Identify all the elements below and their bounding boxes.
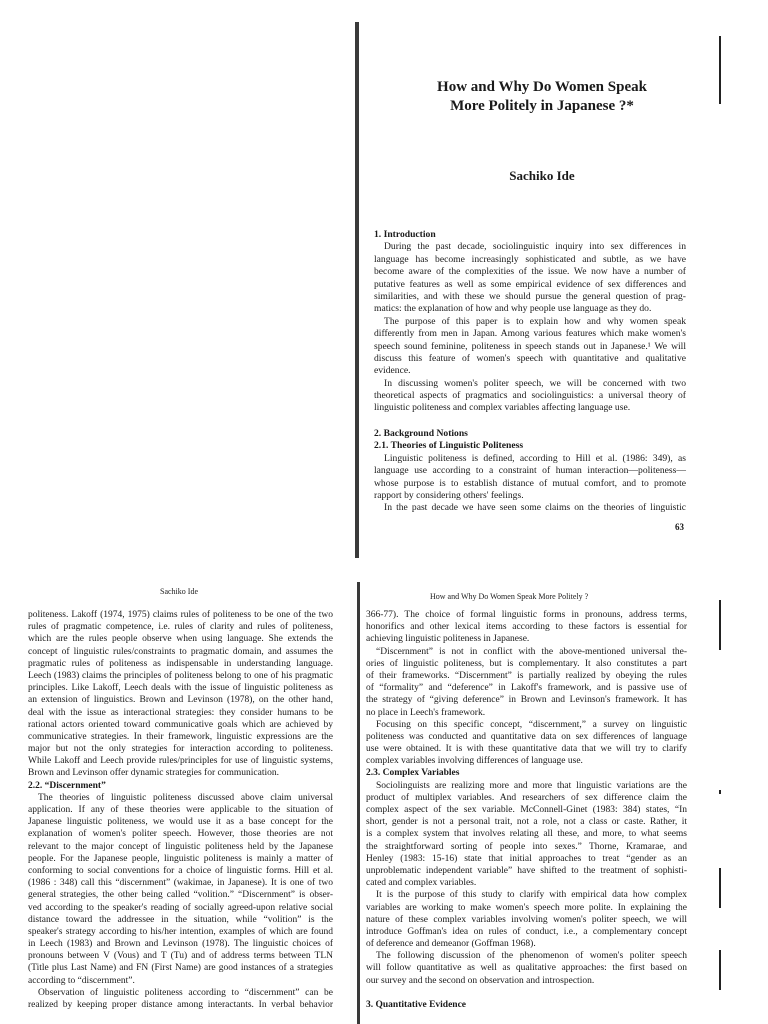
text-line: In the past decade we have seen some claims on the theories of linguistic [384, 502, 686, 514]
text-line: principles. Like Lakoff, Leech deals with the issue of linguistic politeness as [28, 683, 333, 694]
text-line: become aware of the complexities of the issue. We now have a number of [374, 266, 686, 278]
text-line: differently from men in Japan. Among various features which make women's [374, 328, 686, 340]
left-page-column [28, 609, 333, 1011]
text-line: matics: the explanation of how and why people use language as they do. [374, 303, 652, 315]
text-line: ved according to the speaker's reading of socially agreed-upon relative social [28, 902, 333, 913]
text-line: The following discussion of the phenomenon of women's politer speech [376, 951, 687, 962]
scan-edge-mark [719, 950, 721, 990]
text-line: (Title plus Last Name) and FN (First Name) are good instances of a strategies [28, 963, 333, 974]
text-line: of deference and demeanor (Goffman 1968). [366, 939, 536, 950]
text-line: “Discernment” is not in conflict with the above-mentioned universal the- [376, 646, 687, 657]
text-line: The theories of linguistic politeness discussed above claim universal [38, 792, 333, 803]
page-number: 63 [675, 522, 684, 532]
text-line: the strategy of “giving deference” in Brown and Levinson's framework. It has [366, 695, 687, 706]
text-line: unproblematic independent variable” have shifted to the treatment of sophisti- [366, 865, 687, 876]
text-line: achieving linguistic politeness in Japanese. [366, 634, 530, 645]
subsection-heading: 2.2. “Discernment” [28, 780, 106, 791]
text-line: (1986 : 348) call this “discernment” (wakimae, in Japanese). It is one of two [28, 878, 333, 889]
text-line: communicative strategies. In their framework, linguistic expressions are the [28, 731, 333, 742]
text-line: in Leech (1983) and Brown and Levinson (1978). The linguistic choices of [28, 939, 333, 950]
text-line: pronouns between V (Vous) and T (Tu) and of address terms between TLN [28, 951, 333, 962]
text-line: deal with the issue as interactional strategies: they consider humans to be [28, 707, 333, 718]
text-line: major but not the only strategies for interaction according to politeness. [28, 744, 333, 755]
title-line: More Politely in Japanese ?* [450, 98, 634, 114]
section-heading: 1. Introduction [374, 229, 436, 240]
text-line: ories of linguistic politeness, but is complementary. It also constitutes a part [366, 658, 687, 669]
spacer [366, 987, 687, 999]
text-line: putative features as well as some empirical evidence of sex differences and [374, 278, 686, 290]
text-line: our survey and the second on observation and introspection. [366, 975, 595, 986]
text-line: In discussing women's politer speech, we will be concerned with two [384, 377, 686, 389]
paper-title [362, 78, 722, 116]
text-line: Observation of linguistic politeness according to “discernment” can be [38, 987, 333, 998]
left-running-head: Sachiko Ide [160, 587, 198, 596]
text-line: politeness was conducted and quantitative data on sex differences of language [366, 731, 687, 742]
text-line: is a complex system that involves relating all these, and more, to what seems [366, 829, 687, 840]
introduction-section [374, 229, 686, 415]
text-line: Japanese linguistic politeness, we would use it as a base concept for the [28, 817, 333, 828]
paper-author: Sachiko Ide [509, 168, 575, 183]
text-line: complex aspect of the sex variable. McConnell-Ginet (1983: 384) states, “In [366, 805, 687, 815]
text-line: Sociolinguists are realizing more and more that linguistic variations are the [376, 780, 687, 791]
text-line: general strategies, the other being called “volition.” “Discernment” is obser- [28, 890, 333, 901]
text-line: evidence. [374, 365, 411, 377]
text-line: use were obtained. It is with these quantitative data that we will try to clarify [366, 744, 687, 755]
text-line: Focusing on this specific concept, “discernment,” a survey on linguistic [376, 719, 687, 730]
text-line: distance toward the addressee in the situation, while “volition” is the [28, 914, 333, 925]
scan-edge-mark [719, 790, 721, 794]
text-line: language use according to a constraint of human interaction—politeness— [374, 465, 686, 477]
text-line: Linguistic politeness is defined, according to Hill et al. (1986: 349), as [384, 452, 686, 464]
section-heading: 2. Background Notions [374, 428, 468, 439]
text-line: an extension of linguistics. Brown and Levinson (1978), on the other hand, [28, 695, 333, 706]
text-line: pragmatic rules of politeness as indispensable in understanding language. [28, 658, 333, 669]
text-line: of their frameworks. “Discernment” is partially realized by obeying the rules [366, 670, 687, 681]
text-line: conforming to social conventions for a choice of linguistic forms. Hill et al. [28, 865, 333, 876]
text-line: honorifics and other lexical items according to these factors is essential for [366, 622, 687, 633]
text-line: rapport by considering others' feelings. [374, 489, 524, 501]
text-line: rules of pragmatic competence, i.e. rules of clarity and rules of politeness, [28, 622, 333, 633]
text-line: realized by keeping proper distance among interactants. In verbal behavior [28, 1000, 333, 1010]
text-line: theoretical aspects of pragmatics and sociolinguistics: a universal theory of [374, 390, 686, 402]
scan-edge-mark [719, 868, 721, 908]
text-line: the straightforward sorting of people into sexes.” Thorne, Kramarae, and [366, 841, 687, 852]
subsection-heading: 2.1. Theories of Linguistic Politeness [374, 440, 524, 452]
text-line: politeness. Lakoff (1974, 1975) claims rules of politeness to be one of the two [28, 610, 333, 620]
text-line: short, gender is not a personal trait, not a role, not a class or caste. Rather, it [366, 817, 687, 828]
text-line: speech sound feminine, politeness in speech stands out in Japanese.¹ We will [374, 340, 686, 352]
text-line: which are the rules people observe when using language. She extends the [28, 634, 333, 645]
text-line: will follow quantitative as well as qualitative approaches: the first based on [366, 963, 687, 974]
text-line: according to “discernment”. [28, 975, 135, 986]
text-line: similarities, and with these we should pursue the general question of prag- [374, 290, 686, 302]
text-line: nature of these complex variables involving women's politer speech, we will [366, 914, 687, 925]
page-gutter-shadow [355, 22, 359, 558]
scan-edge-mark [719, 600, 721, 650]
text-line: whose purpose is to establish distance of mutual comfort, and to promote [374, 477, 686, 489]
text-line: concept of linguistic rules/constraints to pragmatic domain, and assumes the [28, 646, 333, 657]
subsection-heading: 2.3. Complex Variables [366, 768, 460, 779]
text-line: Leech (1983) claims the principles of politeness belong to one of his pragmatic [28, 670, 333, 681]
text-line: language has become increasingly sophisticated and subtle, as we have [374, 253, 686, 265]
text-line: Henley (1983: 15-16) state that initial approaches to treat “gender as an [366, 853, 687, 864]
text-line: While Lakoff and Leech provide rules/principles for use of linguistic systems, [28, 756, 333, 767]
text-line: variables are working to make women's speech more polite. In explaining the [366, 902, 687, 913]
text-line: product of multiplex variables. And researchers of sex difference claim the [366, 792, 687, 803]
spread-gutter-shadow [357, 582, 360, 1024]
section-heading: 3. Quantitative Evidence [366, 999, 467, 1010]
text-line: During the past decade, sociolinguistic inquiry into sex differences in [384, 241, 686, 253]
text-line: The purpose of this paper is to explain how and why women speak [384, 315, 686, 327]
text-line: speaker's strategy according to his/her intention, examples of which are found [28, 926, 333, 937]
text-line: Brown and Levinson offer dynamic strategies for communication. [28, 768, 279, 779]
text-line: cated and complex variables. [366, 878, 477, 889]
text-line: introduce Goffman's idea on rules of conduct, i.e., a complementary concept [366, 926, 687, 937]
right-page-column [366, 609, 687, 1011]
text-line: no place in Leech's framework. [366, 707, 486, 718]
right-running-head: How and Why Do Women Speak More Politely ? [430, 592, 589, 601]
text-line: application. If any of these theories were applicable to the situation of [28, 805, 333, 815]
text-line: people. For the Japanese people, linguistic politeness is mainly a matter of [28, 853, 333, 864]
text-line: of “formality” and “deference” in Lakoff's framework, and is passive use of [366, 683, 687, 694]
background-section [374, 428, 686, 515]
title-line: How and Why Do Women Speak [437, 79, 647, 95]
text-line: discuss this feature of women's speech with quantitative and qualitative [374, 352, 686, 364]
text-line: complex variables involving differences of language use. [366, 756, 583, 767]
text-line: It is the purpose of this study to clarify with empirical data how complex [376, 890, 687, 901]
text-line: relevant to the major concept of linguistic politeness held by the Japanese [28, 841, 333, 852]
text-line: linguistic politeness and complex variables affecting language use. [374, 402, 631, 414]
text-line: explanation of women's politer speech. However, those theories are not [28, 829, 333, 840]
text-line: rational actors oriented toward communicative goals which are achieved by [28, 719, 333, 730]
text-line: 366-77). The choice of formal linguistic forms in pronouns, address terms, [366, 610, 687, 620]
